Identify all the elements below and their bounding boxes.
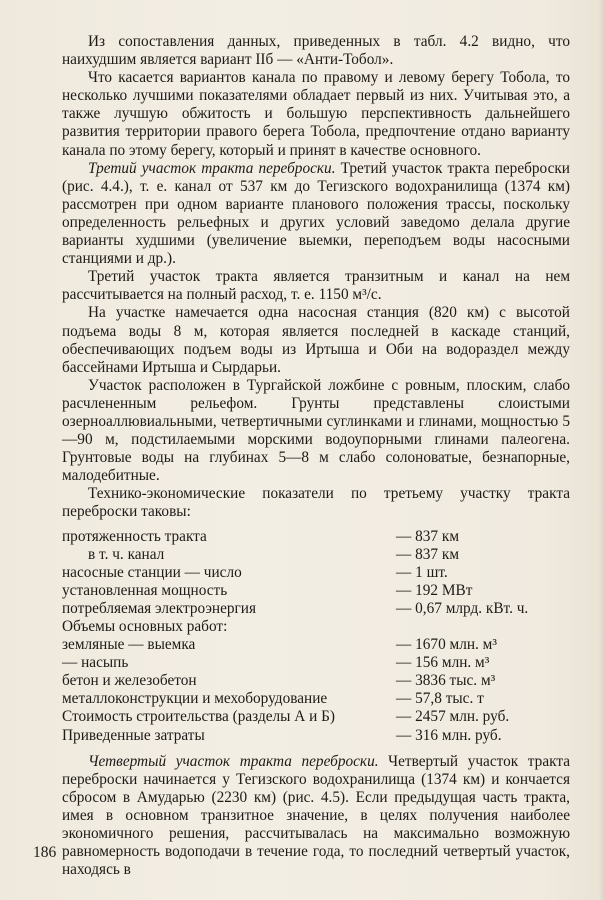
paragraph-2 (62, 69, 570, 159)
indicator-row (62, 636, 570, 654)
indicator-row (62, 672, 570, 690)
paragraph-3-text: Третий участок тракта переброски (рис. 4.4.), т. е. канал от 537 км до Тегизского водохранилища (1374 км) рассмотрен при одном варианте планового положения трассы, поскольку определенность рельефных и других условий заведомо делала другие варианты худшими (увеличение выемки, переподъем воды насосными станциями и др.). (62, 159, 570, 268)
indicator-row (62, 690, 570, 708)
paragraph-final (62, 753, 570, 880)
indicator-row (62, 708, 570, 726)
paragraph-7-text: Технико-экономические показатели по третьему участку тракта переброски таковы: (62, 485, 570, 521)
indicator-label: металлоконструкции и мехоборудование (62, 690, 328, 708)
indicator-label: Стоимость строительства (разделы А и Б) (62, 708, 336, 726)
indicator-label: бетон и железобетон (62, 672, 197, 690)
spacer (62, 745, 570, 753)
indicator-label: Приведенные затраты (62, 726, 205, 744)
paragraph-5 (62, 304, 570, 376)
indicator-value: — 192 МВт (396, 581, 473, 599)
indicator-label: насосные станции — число (62, 563, 242, 581)
indicator-label: земляные — выемка (62, 636, 196, 654)
indicator-value: — 1670 млн. м³ (396, 636, 497, 654)
page-text-block (62, 33, 570, 879)
indicators-list (62, 528, 570, 745)
indicator-label: — насыпь (62, 654, 129, 672)
page-number: 186 (33, 844, 57, 861)
paragraph-3 (62, 160, 570, 269)
indicator-row (62, 546, 570, 564)
indicator-value: — 0,67 млрд. кВт. ч. (396, 599, 529, 617)
indicator-value: — 837 км (396, 545, 460, 563)
indicator-row (62, 727, 570, 745)
section-heading-fourth: Четвертый участок тракта переброски. (88, 752, 379, 770)
indicator-value: — 57,8 тыс. т (396, 690, 484, 708)
indicator-label: потребляемая электроэнергия (62, 599, 257, 617)
indicator-value: — 3836 тыс. м³ (396, 672, 496, 690)
section-heading-third: Третий участок тракта переброски. (88, 159, 336, 177)
indicator-value: — 1 шт. (396, 563, 448, 581)
indicator-value: — 837 км (396, 527, 460, 545)
indicator-row (62, 564, 570, 582)
paragraph-5-text: На участке намечается одна насосная станция (820 км) с высотой подъема воды 8 м, которая является последней в каскаде станций, обеспечивающих подъем воды из Иртыша и Оби на водораздел между бассейнами Иртыша и Сырдарьи. (62, 304, 570, 376)
indicator-label: протяженность тракта (62, 527, 207, 545)
paragraph-4-text: Третий участок тракта является транзитным и канал на нем рассчитывается на полный расход, т. е. 1150 м³/с. (62, 268, 570, 304)
paragraph-1-text: Из сопоставления данных, приведенных в табл. 4.2 видно, что наихудшим является вариант IIб — «Анти-Тобол». (62, 33, 570, 69)
indicator-row (62, 582, 570, 600)
indicator-row (62, 618, 570, 636)
indicator-row (62, 528, 570, 546)
indicator-value: — 156 млн. м³ (396, 654, 490, 672)
paragraph-4 (62, 268, 570, 304)
paragraph-6-text: Участок расположен в Тургайской ложбине с ровным, плоским, слабо расчлененным рельефом. Грунты представлены слоистыми озерноаллювиальными, четвертичными суглинками и глинами, мощностью 5—90 м, подстилаемыми морскими водоупорными глинами палеогена. Грунтовые воды на глубинах 5—8 м слабо солоноватые, безнапорные, малодебитные. (62, 376, 570, 485)
indicator-label: Объемы основных работ: (62, 618, 228, 635)
indicator-label: в т. ч. канал (88, 545, 165, 563)
indicator-value: — 2457 млн. руб. (396, 708, 510, 726)
indicator-label: установленная мощность (62, 581, 228, 599)
indicator-row (62, 600, 570, 618)
indicator-row (62, 654, 570, 672)
paragraph-7 (62, 485, 570, 521)
paragraph-1 (62, 33, 570, 69)
paragraph-2-text: Что касается вариантов канала по правому и левому берегу Тобола, то несколько лучшими показателями обладает первый из них. Учитывая это, а также лучшую обжитость и большую перспективность дальнейшего развития территории правого берега Тобола, предпочтение отдано варианту канала по этому берегу, который и принят в качестве основного. (62, 69, 570, 159)
paragraph-final-text: Четвертый участок тракта переброски начинается у Тегизского водохранилища (1374 км) и кончается сбросом в Амударью (2230 км) (рис. 4.5). Если предыдущая часть тракта, имея в основном транзитное значение, в целях получения наиболее экономичного решения, рассчитывалась на максимально возможную равномерность водоподачи в течение года, то последний четвертый участок, находясь в (62, 752, 570, 879)
indicator-value: — 316 млн. руб. (396, 726, 502, 744)
page-edge-shadow (599, 0, 605, 900)
paragraph-6 (62, 377, 570, 486)
